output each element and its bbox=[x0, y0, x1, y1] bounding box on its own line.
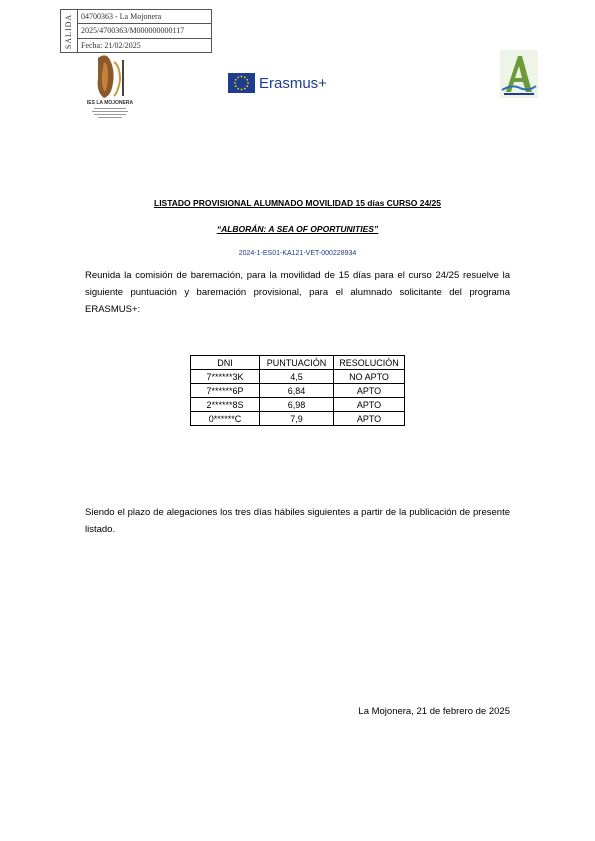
cell-resolution: APTO bbox=[334, 412, 405, 426]
school-address-lines bbox=[86, 107, 134, 119]
header-dni: DNI bbox=[191, 356, 260, 370]
document-title: LISTADO PROVISIONAL ALUMNADO MOVILIDAD 15 días CURSO 24/25 bbox=[154, 198, 441, 208]
eu-flag-icon bbox=[228, 73, 255, 93]
alboran-a-logo-icon bbox=[500, 50, 538, 98]
header-score: PUNTUACIÓN bbox=[260, 356, 334, 370]
cell-dni: 7******3K bbox=[191, 370, 260, 384]
cell-resolution: APTO bbox=[334, 384, 405, 398]
signature-line: La Mojonera, 21 de febrero de 2025 bbox=[358, 706, 510, 717]
registry-stamp bbox=[60, 9, 212, 53]
document-subtitle: “ALBORÁN: A SEA OF OPORTUNITIES” bbox=[216, 224, 379, 234]
stamp-side-text: SALIDA bbox=[64, 13, 74, 49]
cell-score: 7,9 bbox=[260, 412, 334, 426]
closing-paragraph: Siendo el plazo de alegaciones los tres días hábiles siguientes a partir de la publicación de presente listado. bbox=[85, 507, 510, 535]
cell-resolution: APTO bbox=[334, 398, 405, 412]
cell-dni: 7******6P bbox=[191, 384, 260, 398]
school-name: IES LA MOJONERA bbox=[86, 100, 134, 106]
table-row bbox=[191, 384, 405, 398]
stamp-side-label bbox=[61, 10, 78, 52]
header-resolution: RESOLUCIÓN bbox=[334, 356, 405, 370]
table-header-row bbox=[191, 356, 405, 370]
cell-score: 6,84 bbox=[260, 384, 334, 398]
intro-paragraph: Reunida la comisión de baremación, para la movilidad de 15 días para el curso 24/25 resuelve la siguiente puntuación y baremación provisional, para el alumnado solicitante del programa ERASMUS+: bbox=[85, 270, 510, 315]
stamp-row-date: Fecha: 21/02/2025 bbox=[78, 38, 211, 52]
erasmus-logo bbox=[228, 71, 327, 95]
table-row bbox=[191, 398, 405, 412]
table-row bbox=[191, 412, 405, 426]
cell-score: 4,5 bbox=[260, 370, 334, 384]
stamp-row-center: 04700363 - La Mojonera bbox=[81, 12, 162, 21]
cell-dni: 0******C bbox=[191, 412, 260, 426]
cell-score: 6,98 bbox=[260, 398, 334, 412]
cell-resolution: NO APTO bbox=[334, 370, 405, 384]
cell-dni: 2******8S bbox=[191, 398, 260, 412]
erasmus-label: Erasmus+ bbox=[259, 74, 327, 92]
table-row bbox=[191, 370, 405, 384]
stamp-rows bbox=[78, 10, 211, 52]
results-table bbox=[190, 355, 405, 426]
stamp-row-number: 2025/4700363/M000000000117 bbox=[78, 23, 211, 37]
project-code: 2024-1-ES01-KA121-VET-000228934 bbox=[238, 250, 357, 257]
